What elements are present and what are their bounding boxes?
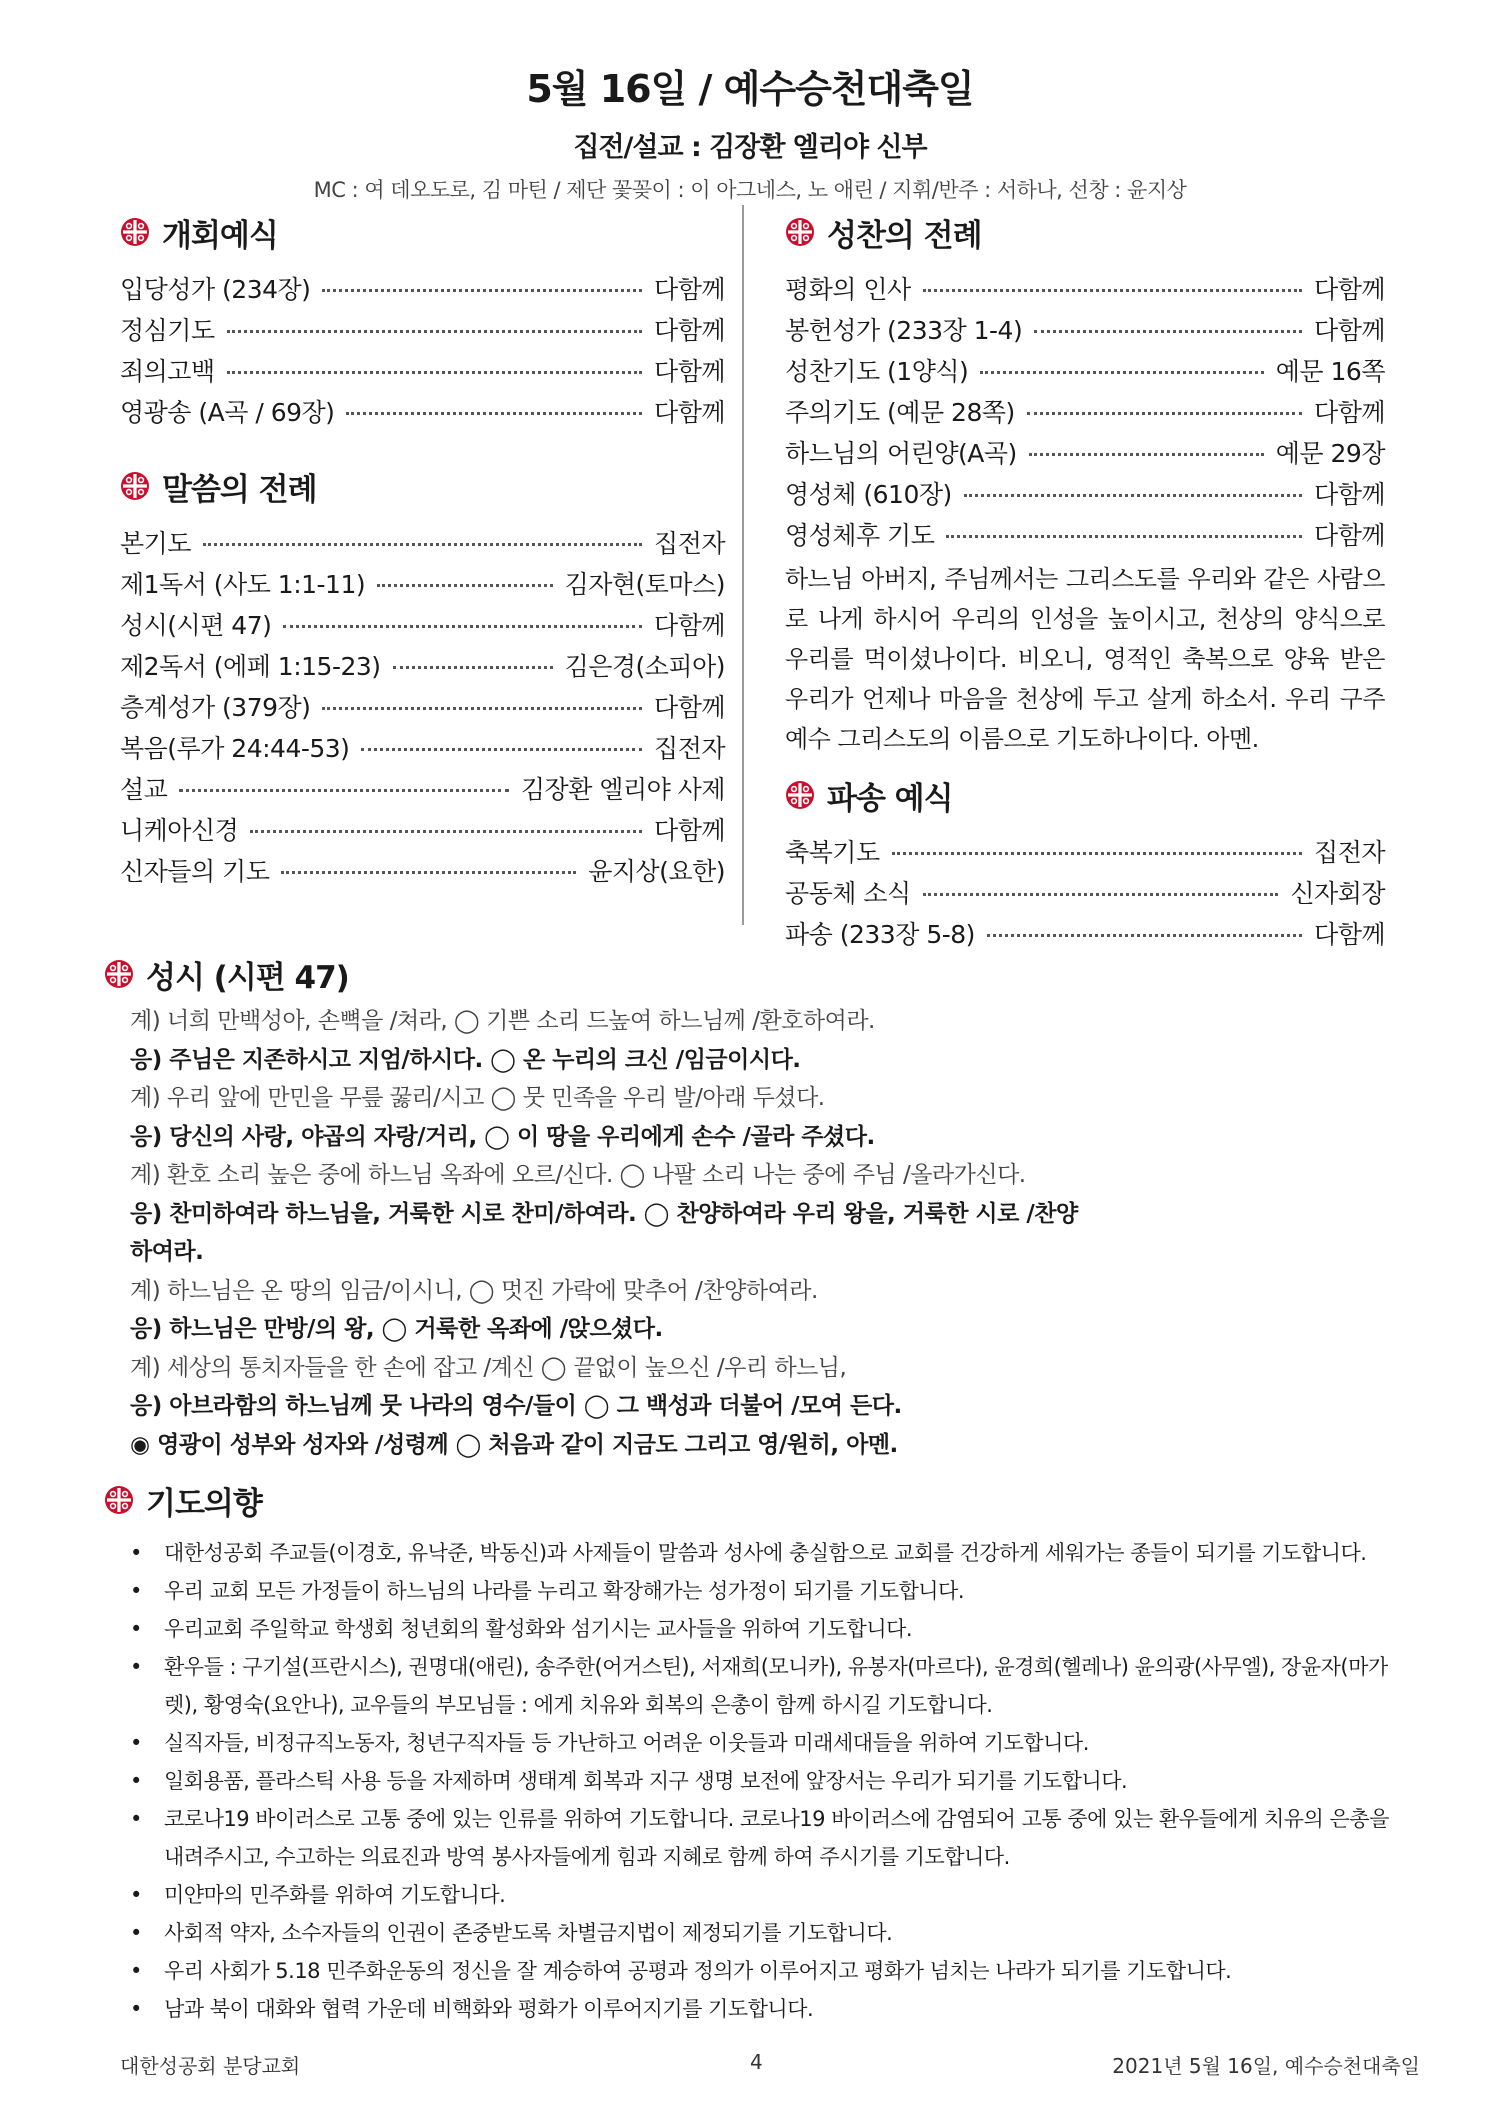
- order-item-label: 성시(시편 47): [120, 611, 272, 640]
- dot-leader: [892, 852, 1302, 855]
- order-item-label: 봉헌성가 (233장 1-4): [785, 316, 1023, 345]
- intention-item: • 실직자들, 비정규직노동자, 청년구직자들 등 가난하고 어려운 이웃들과 미래세대들을 위하여 기도합니다.: [130, 1724, 1404, 1762]
- page-title: 5월 16일 / 예수승천대축일: [526, 67, 974, 111]
- intention-item: • 코로나19 바이러스로 고통 중에 있는 인류를 위하여 기도합니다. 코로나19 바이러스에 감염되어 고통 중에 있는 환우들에게 치유의 은총을 내려주시고, 수고하는 의료진과 방역 봉사자들에게 힘과 지혜로 함께 하여 주시기를 기도합니다.: [130, 1800, 1404, 1876]
- intention-item: • 우리 교회 모든 가정들이 하느님의 나라를 누리고 확장해가는 성가정이 되기를 기도합니다.: [130, 1572, 1404, 1610]
- eucharist-list: [785, 270, 1385, 557]
- ministry-credits: MC : 여 데오도로, 김 마틴 / 제단 꽃꽂이 : 이 아그네스, 노 애린 / 지휘/반주 : 서하나, 선창 : 윤지상: [313, 178, 1187, 202]
- left-column: [120, 210, 725, 893]
- section-title: 말씀의 전례: [162, 471, 317, 508]
- psalm-response-line: 응) 하느님은 만방/의 왕, ◯ 거룩한 옥좌에 /앉으셨다.: [130, 1316, 663, 1342]
- dot-leader: [1027, 412, 1302, 415]
- order-row: [120, 606, 725, 647]
- order-row: [120, 647, 725, 688]
- dot-leader: [281, 871, 576, 874]
- cross-circle-icon: [120, 217, 150, 247]
- dot-leader: [322, 289, 642, 292]
- dot-leader: [227, 371, 642, 374]
- cross-circle-icon: [120, 471, 150, 501]
- order-item-leader: 다함께: [654, 275, 725, 304]
- order-row: [120, 729, 725, 770]
- order-item-leader: 예문 16쪽: [1275, 357, 1385, 386]
- intentions-list: [104, 1534, 1404, 2028]
- intention-item: • 사회적 약자, 소수자들의 인권이 존중받도록 차별금지법이 제정되기를 기도합니다.: [130, 1914, 1404, 1952]
- section-title: 성시 (시편 47): [146, 959, 349, 996]
- psalm-response-line: 응) 아브라함의 하느님께 뭇 나라의 영수/들이 ◯ 그 백성과 더불어 /모여 든다.: [130, 1393, 902, 1419]
- psalm-verse-line: 계) 세상의 통치자들을 한 손에 잡고 /계신 ◯ 끝없이 높으신 /우리 하느님,: [130, 1354, 847, 1381]
- section-title: 성찬의 전례: [827, 217, 982, 254]
- psalm-verse-line: 계) 너희 만백성아, 손뼉을 /쳐라, ◯ 기쁜 소리 드높여 하느님께 /환호하여라.: [130, 1008, 875, 1034]
- order-item-leader: 다함께: [1314, 316, 1385, 345]
- cross-circle-icon: [785, 780, 815, 810]
- right-column: [785, 210, 1385, 956]
- order-item-leader: 윤지상(요한): [588, 857, 725, 886]
- order-row: [120, 565, 725, 606]
- intention-item: • 환우들 : 구기설(프란시스), 권명대(애린), 송주한(어거스틴), 서재희(모니카), 유봉자(마르다), 윤경희(헬레나) 윤의광(사무엘), 장윤자(마가렛), 황영숙(요안나), 교우들의 부모님들 : 에게 치유와 회복의 은총이 함께 하시길 기도합니다.: [130, 1648, 1404, 1724]
- dot-leader: [227, 330, 642, 333]
- order-item-leader: 집전자: [654, 529, 725, 558]
- dot-leader: [361, 748, 642, 751]
- order-row: [785, 393, 1385, 434]
- intention-item: • 남과 북이 대화와 협력 가운데 비핵화와 평화가 이루어지기를 기도합니다.: [130, 1990, 1404, 2028]
- intention-item: • 대한성공회 주교들(이경호, 유낙준, 박동신)과 사제들이 말씀과 성사에 충실함으로 교회를 건강하게 세워가는 종들이 되기를 기도합니다.: [130, 1534, 1404, 1572]
- dot-leader: [1034, 330, 1302, 333]
- order-item-leader: 다함께: [654, 611, 725, 640]
- dot-leader: [923, 893, 1279, 896]
- dot-leader: [923, 289, 1302, 292]
- order-row: [120, 852, 725, 893]
- order-item-label: 영광송 (A곡 / 69장): [120, 398, 335, 427]
- psalm-section: [104, 952, 1404, 1464]
- intention-item: • 일회용품, 플라스틱 사용 등을 자제하며 생태계 회복과 지구 생명 보전에 앞장서는 우리가 되기를 기도합니다.: [130, 1762, 1404, 1800]
- cross-circle-icon: [785, 217, 815, 247]
- dismissal-list: [785, 833, 1385, 956]
- order-row: [120, 524, 725, 565]
- order-item-label: 신자들의 기도: [120, 857, 270, 886]
- dot-leader: [346, 412, 642, 415]
- psalm-verse-line: 계) 환호 소리 높은 중에 하느님 옥좌에 오르/신다. ◯ 나팔 소리 나는 중에 주님 /올라가신다.: [130, 1162, 1026, 1188]
- order-item-leader: 다함께: [654, 316, 725, 345]
- dot-leader: [393, 666, 553, 669]
- dot-leader: [980, 371, 1264, 374]
- order-row: [785, 352, 1385, 393]
- section-title: 기도의향: [146, 1485, 262, 1522]
- order-row: [785, 915, 1385, 956]
- order-row: [120, 352, 725, 393]
- section-title: 파송 예식: [827, 780, 953, 817]
- section-title: 개회예식: [162, 217, 278, 254]
- dot-leader: [1029, 453, 1264, 456]
- order-item-leader: 다함께: [654, 816, 725, 845]
- section-heading-psalm: [104, 952, 1404, 996]
- order-row: [120, 688, 725, 729]
- order-item-label: 평화의 인사: [785, 275, 911, 304]
- intention-item: • 우리 사회가 5.18 민주화운동의 정신을 잘 계승하여 공평과 정의가 이루어지고 평화가 넘치는 나라가 되기를 기도합니다.: [130, 1952, 1404, 1990]
- order-row: [120, 393, 725, 434]
- order-item-label: 본기도: [120, 529, 191, 558]
- psalm-lines: [104, 1002, 1404, 1464]
- order-item-leader: 집전자: [654, 734, 725, 763]
- psalm-response-line: 응) 찬미하여라 하느님을, 거룩한 시로 찬미/하여라. ◯ 찬양하여라 우리 왕을, 거룩한 시로 /찬양: [130, 1200, 1078, 1227]
- order-item-leader: 집전자: [1314, 838, 1385, 867]
- dot-leader: [377, 584, 552, 587]
- order-item-label: 공동체 소식: [785, 879, 911, 908]
- psalm-verse-line: 계) 하느님은 온 땅의 임금/이시니, ◯ 멋진 가락에 맞추어 /찬양하여라.: [130, 1277, 818, 1304]
- order-row: [785, 270, 1385, 311]
- order-row: [785, 874, 1385, 915]
- order-row: [120, 770, 725, 811]
- order-item-label: 설교: [120, 775, 168, 804]
- bulletin-header: [0, 58, 1500, 204]
- psalm-response-line: ◉ 영광이 성부와 성자와 /성령께 ◯ 처음과 같이 지금도 그리고 영/원히, 아멘.: [130, 1431, 898, 1458]
- order-item-label: 죄의고백: [120, 357, 215, 386]
- dot-leader: [179, 789, 509, 792]
- intention-item: • 우리교회 주일학교 학생회 청년회의 활성화와 섬기시는 교사들을 위하여 기도합니다.: [130, 1610, 1404, 1648]
- dot-leader: [250, 830, 642, 833]
- intention-item: • 미얀마의 민주화를 위하여 기도합니다.: [130, 1876, 1404, 1914]
- footer-church: 대한성공회 분당교회: [120, 2054, 301, 2078]
- order-row: [785, 833, 1385, 874]
- cross-circle-icon: [104, 1485, 134, 1515]
- section-heading-word: [120, 464, 725, 508]
- order-item-label: 성찬기도 (1양식): [785, 357, 969, 386]
- order-item-label: 주의기도 (예문 28쪽): [785, 398, 1015, 427]
- footer-date: 2021년 5월 16일, 예수승천대축일: [1112, 2054, 1420, 2078]
- order-item-label: 입당성가 (234장): [120, 275, 311, 304]
- liturgy-of-word-list: [120, 524, 725, 893]
- page-number: 4: [750, 2050, 763, 2074]
- dot-leader: [283, 625, 642, 628]
- dot-leader: [964, 494, 1302, 497]
- order-row: [785, 311, 1385, 352]
- order-row: [120, 270, 725, 311]
- psalm-verse-line: 계) 우리 앞에 만민을 무릎 꿇리/시고 ◯ 뭇 민족을 우리 발/아래 두셨다.: [130, 1085, 825, 1111]
- order-item-leader: 김자현(토마스): [564, 570, 725, 599]
- order-item-label: 니케아신경: [120, 816, 239, 845]
- section-heading-intentions: [104, 1478, 1404, 1522]
- order-row: [785, 516, 1385, 557]
- section-heading-eucharist: [785, 210, 1385, 254]
- order-item-leader: 김은경(소피아): [564, 652, 725, 681]
- intentions-section: [104, 1478, 1404, 2028]
- order-item-leader: 다함께: [654, 693, 725, 722]
- cross-circle-icon: [104, 959, 134, 989]
- post-communion-prayer: 하느님 아버지, 주님께서는 그리스도를 우리와 같은 사람으로 나게 하시어 우리의 인성을 높이시고, 천상의 양식으로 우리를 먹이셨나이다. 비오니, 영적인 축복으로 양육 받은 우리가 언제나 마음을 천상에 두고 살게 하소서. 우리 구주 예수 그리스도의 이름으로 기도하나이다. 아멘.: [785, 565, 1385, 753]
- order-item-leader: 다함께: [654, 398, 725, 427]
- order-item-leader: 다함께: [1314, 398, 1385, 427]
- dot-leader: [322, 707, 642, 710]
- psalm-response-line: 응) 당신의 사랑, 야곱의 자랑/거리, ◯ 이 땅을 우리에게 손수 /골라 주셨다.: [130, 1123, 875, 1150]
- order-item-leader: 김장환 엘리야 사제: [520, 775, 725, 804]
- dot-leader: [203, 543, 642, 546]
- order-row: [785, 475, 1385, 516]
- opening-rite-list: [120, 270, 725, 434]
- section-heading-opening: [120, 210, 725, 254]
- order-row: [120, 811, 725, 852]
- order-item-leader: 다함께: [654, 357, 725, 386]
- order-item-leader: 다함께: [1314, 920, 1385, 949]
- order-item-label: 파송 (233장 5-8): [785, 920, 975, 949]
- order-row: [785, 434, 1385, 475]
- page-subtitle: 집전/설교 : 김장환 엘리야 신부: [573, 132, 927, 163]
- order-item-leader: 다함께: [1314, 275, 1385, 304]
- dot-leader: [987, 934, 1302, 937]
- column-divider: [742, 205, 744, 925]
- order-item-label: 축복기도: [785, 838, 880, 867]
- section-heading-dismissal: [785, 773, 1385, 817]
- order-item-label: 제1독서 (사도 1:1-11): [120, 570, 366, 599]
- order-item-label: 복음(루가 24:44-53): [120, 734, 350, 763]
- dot-leader: [946, 535, 1302, 538]
- psalm-response-line: 응) 주님은 지존하시고 지엄/하시다. ◯ 온 누리의 크신 /임금이시다.: [130, 1046, 801, 1073]
- psalm-response-line: 하여라.: [130, 1239, 204, 1265]
- order-item-label: 하느님의 어린양(A곡): [785, 439, 1017, 468]
- order-item-label: 층계성가 (379장): [120, 693, 311, 722]
- order-item-label: 정심기도: [120, 316, 215, 345]
- order-item-label: 제2독서 (에페 1:15-23): [120, 652, 381, 681]
- order-row: [120, 311, 725, 352]
- order-item-leader: 다함께: [1314, 480, 1385, 509]
- order-item-label: 영성체 (610장): [785, 480, 952, 509]
- order-item-leader: 예문 29장: [1275, 439, 1385, 468]
- order-item-leader: 다함께: [1314, 521, 1385, 550]
- order-item-leader: 신자회장: [1290, 879, 1385, 908]
- order-item-label: 영성체후 기도: [785, 521, 935, 550]
